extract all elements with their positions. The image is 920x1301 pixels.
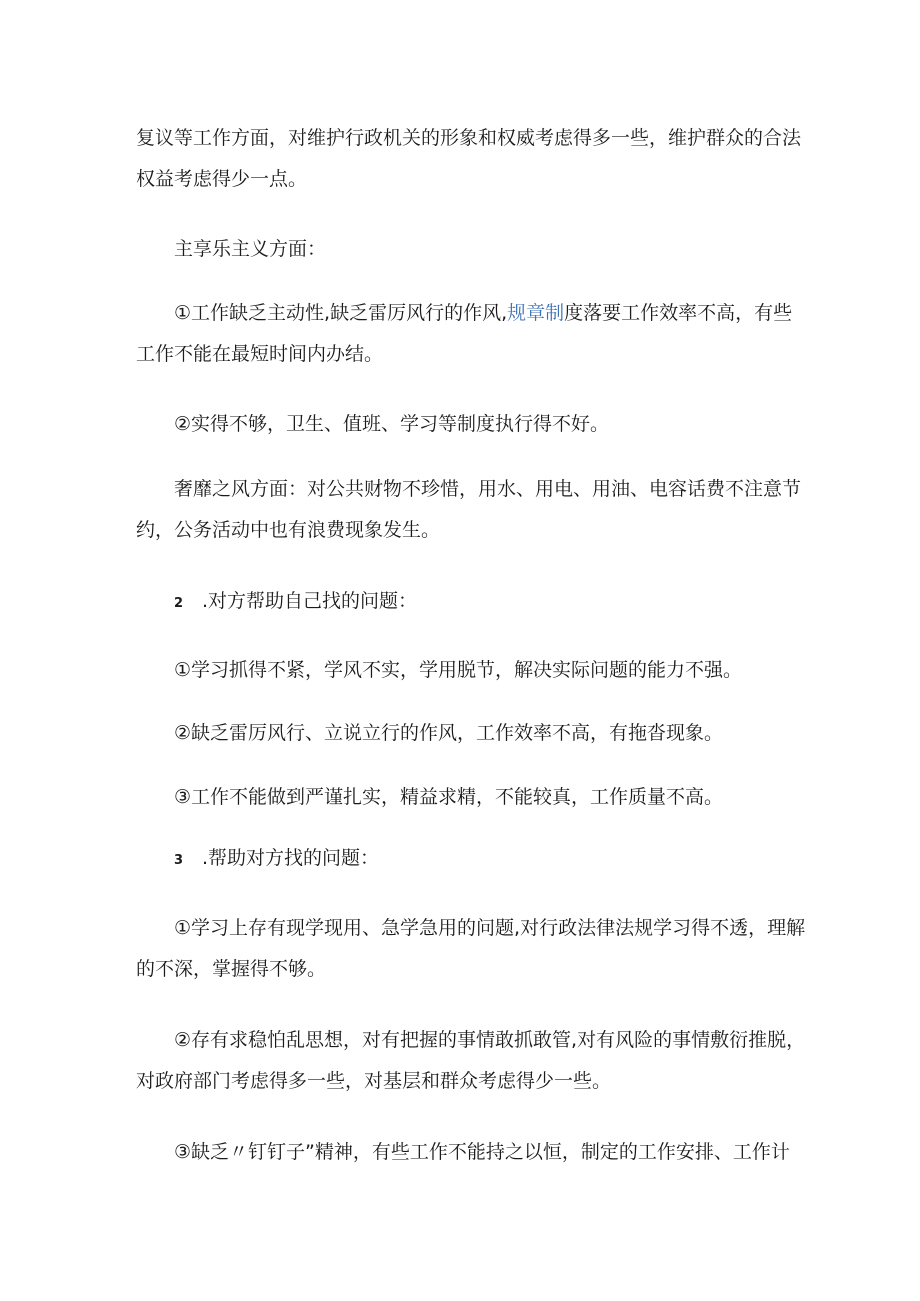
paragraph-quality-item xyxy=(136,777,796,818)
paragraph-review-work xyxy=(136,118,802,200)
text-line xyxy=(136,293,796,334)
text-segment: ①工作缺乏主动性,缺乏雷厉风行的作风, xyxy=(174,302,508,324)
text-line: ③工作不能做到严谨扎实，精益求精，不能较真，工作质量不高。 xyxy=(174,786,724,808)
section-title: .帮助对方找的问题： xyxy=(202,847,380,869)
paragraph-persistence-item xyxy=(136,1132,796,1173)
text-line: ②缺乏雷厉风行、立说立行的作风，工作效率不高，有拖沓现象。 xyxy=(174,722,724,744)
paragraph-work-style-item xyxy=(136,713,796,754)
heading-section-3 xyxy=(136,838,796,879)
section-number: 3 xyxy=(174,853,184,868)
text-line: 复议等工作方面，对维护行政机关的形象和权威考虑得多一些，维护群众的合法 xyxy=(136,127,802,149)
section-number: 2 xyxy=(174,596,184,611)
paragraph-item-1-initiative xyxy=(136,293,796,375)
text-line xyxy=(136,838,796,879)
section-title: .对方帮助自己找的问题： xyxy=(202,590,418,612)
text-line: 对政府部门考虑得多一些，对基层和群众考虑得少一些。 xyxy=(136,1070,612,1092)
text-line: 奢靡之风方面：对公共财物不珍惜，用水、用电、用油、电容话费不注意节 xyxy=(174,478,802,500)
text-line: ①学习抓得不紧，学风不实，学用脱节，解决实际问题的能力不强。 xyxy=(174,659,743,681)
paragraph-learning-item xyxy=(136,908,806,990)
text-line: 工作不能在最短时间内办结。 xyxy=(136,343,384,365)
text-line: 的不深，掌握得不够。 xyxy=(136,958,327,980)
heading-hedonism xyxy=(136,229,796,270)
text-line: ③缺乏〃钉钉子”精神，有些工作不能持之以恒，制定的工作安排、工作计 xyxy=(174,1141,790,1163)
paragraph-extravagance xyxy=(136,469,802,551)
text-line: 主享乐主义方面： xyxy=(174,238,327,260)
text-line: ①学习上存有现学现用、急学急用的问题,对行政法律法规学习得不透，理解 xyxy=(174,917,806,939)
text-line: 约，公务活动中也有浪费现象发生。 xyxy=(136,519,441,541)
text-line: 权益考虑得少一点。 xyxy=(136,168,308,190)
paragraph-stability-item xyxy=(136,1020,806,1102)
text-line: ②实得不够，卫生、值班、学习等制度执行得不好。 xyxy=(174,413,610,435)
text-segment: 度落要工作效率不高，有些 xyxy=(564,302,793,324)
heading-section-2 xyxy=(136,581,796,622)
text-line xyxy=(136,581,796,622)
paragraph-study-item xyxy=(136,650,796,691)
paragraph-item-2-duty xyxy=(136,404,796,445)
text-line: ②存有求稳怕乱思想，对有把握的事情敢抓敢管,对有风险的事情敷衍推脱， xyxy=(174,1029,806,1051)
link-rules-system[interactable]: 规章制 xyxy=(507,302,565,324)
